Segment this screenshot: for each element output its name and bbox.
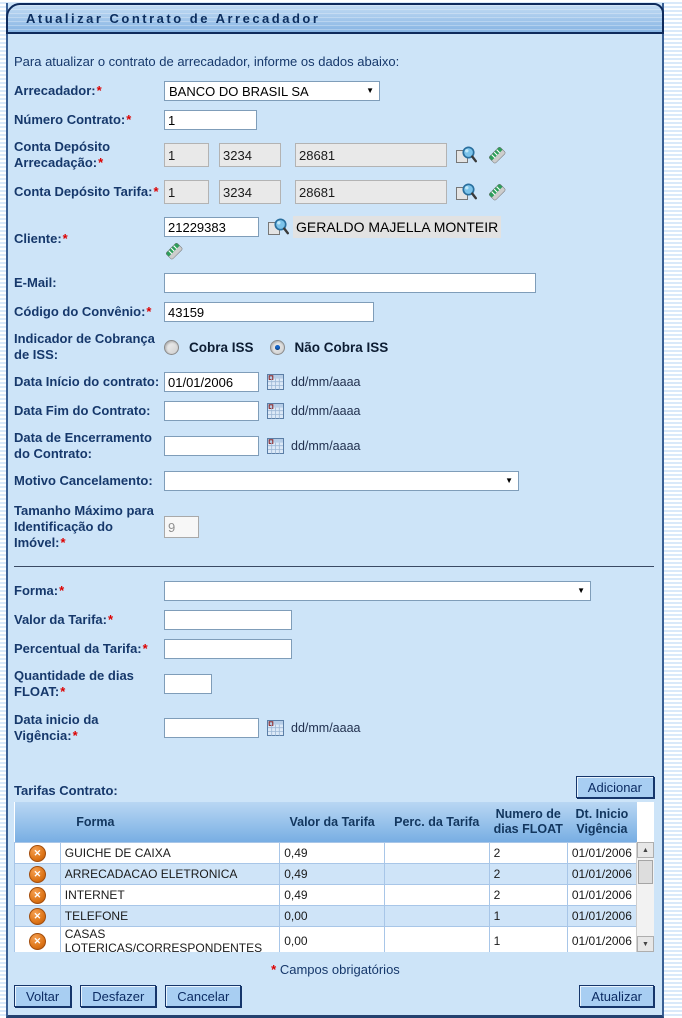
data-vigencia-label: Data inicio da Vigência:* (14, 712, 99, 743)
radio-nao-cobra-iss[interactable] (270, 340, 285, 355)
page-title: Atualizar Contrato de Arrecadador (26, 11, 321, 26)
calendar-icon[interactable] (267, 403, 284, 419)
eraser-icon[interactable] (164, 241, 184, 261)
col-inicio: Dt. Inicio Vigência (567, 802, 636, 843)
cell-dias: 2 (489, 864, 567, 885)
cell-valor: 0,49 (280, 864, 385, 885)
cell-perc (384, 885, 489, 906)
conta-arrecadacao-banco-input (164, 143, 209, 167)
cancelar-button[interactable]: Cancelar (165, 985, 241, 1007)
calendar-icon[interactable] (267, 720, 284, 736)
email-input[interactable] (164, 273, 536, 293)
forma-select[interactable] (164, 581, 591, 601)
cell-valor: 0,00 (280, 906, 385, 927)
valor-tarifa-label: Valor da Tarifa:* (14, 612, 114, 627)
calendar-icon[interactable] (267, 438, 284, 454)
table-row (15, 843, 637, 864)
row-percentual-tarifa (14, 639, 662, 659)
required-asterisk: * (142, 641, 148, 656)
required-note (8, 962, 662, 977)
cell-forma: GUICHE DE CAIXA (60, 843, 280, 864)
row-codigo-convenio (14, 302, 662, 322)
required-note-text: Campos obrigatórios (279, 962, 400, 977)
cliente-label: Cliente:* (14, 230, 68, 246)
voltar-button[interactable]: Voltar (14, 985, 71, 1007)
cell-dias: 1 (489, 927, 567, 953)
conta-arrecadacao-numero-input (295, 143, 447, 167)
table-row (15, 885, 637, 906)
conta-tarifa-agencia-input (219, 180, 281, 204)
row-data-vigencia (14, 712, 662, 744)
data-inicio-contrato-input[interactable] (164, 372, 259, 392)
table-row (15, 864, 637, 885)
date-format-hint: dd/mm/aaaa (291, 721, 361, 735)
required-asterisk: * (72, 728, 78, 743)
row-valor-tarifa (14, 610, 662, 630)
row-numero-contrato (14, 110, 662, 130)
dias-float-label: Quantidade de dias FLOAT:* (14, 668, 134, 699)
conta-arrecadacao-agencia-input (219, 143, 281, 167)
chevron-down-icon: ▼ (505, 475, 513, 485)
cell-valor: 0,49 (280, 843, 385, 864)
codigo-convenio-input[interactable] (164, 302, 374, 322)
data-fim-contrato-label: Data Fim do Contrato: (14, 403, 151, 418)
required-asterisk: * (62, 230, 68, 246)
delete-icon[interactable]: ✕ (29, 845, 46, 862)
row-email (14, 273, 662, 293)
eraser-icon[interactable] (487, 145, 507, 165)
conta-tarifa-banco-input (164, 180, 209, 204)
arrecadador-select[interactable] (164, 81, 380, 101)
cell-inicio: 01/01/2006 (567, 927, 636, 953)
row-conta-arrecadacao (14, 139, 662, 171)
radio-nao-cobra-iss-label: Não Cobra ISS (294, 339, 389, 355)
tamanho-maximo-input (164, 516, 199, 538)
cell-perc (384, 864, 489, 885)
date-format-hint: dd/mm/aaaa (291, 375, 361, 389)
table-row (15, 906, 637, 927)
data-inicio-contrato-label: Data Início do contrato: (14, 374, 160, 389)
cell-forma: ARRECADACAO ELETRONICA (60, 864, 280, 885)
tamanho-maximo-label: Tamanho Máximo para Identificação do Imóvel:* (14, 503, 154, 550)
row-data-inicio-contrato (14, 372, 662, 392)
cell-forma: CASAS LOTERICAS/CORRESPONDENTES (60, 927, 280, 953)
date-format-hint: dd/mm/aaaa (291, 404, 361, 418)
tarifas-table-wrap (14, 802, 654, 952)
col-forma: Forma (60, 802, 280, 843)
atualizar-button[interactable]: Atualizar (579, 985, 654, 1007)
cell-valor: 0,00 (280, 927, 385, 953)
row-indicador-iss (14, 331, 662, 363)
cell-perc (384, 843, 489, 864)
required-asterisk: * (153, 184, 159, 199)
row-dias-float (14, 668, 662, 700)
table-header-row (15, 802, 637, 843)
required-asterisk: * (126, 112, 132, 127)
section-divider (14, 566, 654, 567)
row-data-encerramento (14, 430, 662, 462)
numero-contrato-input[interactable] (164, 110, 257, 130)
dias-float-input[interactable] (164, 674, 212, 694)
cell-inicio: 01/01/2006 (567, 885, 636, 906)
required-asterisk: * (271, 962, 277, 977)
email-label: E-Mail: (14, 275, 57, 290)
cell-inicio: 01/01/2006 (567, 906, 636, 927)
conta-arrecadacao-label: Conta Depósito Arrecadação:* (14, 139, 111, 170)
eraser-icon[interactable] (487, 182, 507, 202)
cell-inicio: 01/01/2006 (567, 843, 636, 864)
search-icon[interactable] (267, 217, 289, 237)
required-asterisk: * (107, 612, 114, 627)
cliente-codigo-input[interactable] (164, 217, 259, 237)
arrecadador-label: Arrecadador:* (14, 83, 102, 98)
desfazer-button[interactable]: Desfazer (80, 985, 156, 1007)
search-icon[interactable] (455, 182, 477, 202)
date-format-hint: dd/mm/aaaa (291, 439, 361, 453)
cell-perc (384, 906, 489, 927)
required-asterisk: * (60, 684, 66, 699)
conta-tarifa-numero-input (295, 180, 447, 204)
conta-tarifa-label: Conta Depósito Tarifa:* (14, 184, 159, 199)
cell-forma: TELEFONE (60, 906, 280, 927)
cell-inicio: 01/01/2006 (567, 864, 636, 885)
col-dias: Numero de dias FLOAT (489, 802, 567, 843)
motivo-cancelamento-label: Motivo Cancelamento: (14, 473, 153, 488)
motivo-cancelamento-select[interactable] (164, 471, 519, 491)
row-cliente (14, 216, 662, 261)
required-asterisk: * (96, 83, 102, 98)
data-fim-contrato-input[interactable] (164, 401, 259, 421)
main-panel (6, 3, 664, 1018)
percentual-tarifa-label: Percentual da Tarifa:* (14, 641, 148, 656)
cell-valor: 0,49 (280, 885, 385, 906)
col-valor: Valor da Tarifa (280, 802, 385, 843)
action-buttons (14, 985, 654, 1007)
valor-tarifa-input[interactable] (164, 610, 292, 630)
row-data-fim-contrato (14, 401, 662, 421)
forma-label: Forma:* (14, 583, 65, 598)
row-forma (14, 581, 662, 601)
required-asterisk: * (59, 583, 65, 598)
numero-contrato-label: Número Contrato:* (14, 112, 132, 127)
table-row (15, 927, 637, 953)
row-motivo-cancelamento (14, 471, 662, 491)
search-icon[interactable] (455, 145, 477, 165)
arrecadador-select-value: BANCO DO BRASIL SA (169, 83, 309, 99)
row-conta-tarifa (14, 180, 662, 204)
intro-text: Para atualizar o contrato de arrecadador, informe os dados abaixo: (14, 54, 400, 69)
row-arrecadador (14, 81, 662, 101)
chevron-down-icon: ▼ (366, 85, 374, 95)
cell-dias: 2 (489, 843, 567, 864)
radio-cobra-iss[interactable] (164, 340, 179, 355)
scroll-up-button[interactable]: ▲ (637, 842, 654, 858)
col-delete (15, 802, 61, 843)
percentual-tarifa-input[interactable] (164, 639, 292, 659)
tarifas-table (14, 802, 637, 952)
col-perc: Perc. da Tarifa (384, 802, 489, 843)
row-tamanho-maximo (14, 503, 662, 551)
required-asterisk: * (146, 304, 152, 319)
cell-perc (384, 927, 489, 953)
codigo-convenio-label: Código do Convênio:* (14, 304, 152, 319)
delete-icon[interactable]: ✕ (29, 933, 46, 950)
cell-dias: 2 (489, 885, 567, 906)
delete-icon[interactable]: ✕ (29, 887, 46, 904)
delete-icon[interactable]: ✕ (29, 908, 46, 925)
calendar-icon[interactable] (267, 374, 284, 390)
radio-cobra-iss-label: Cobra ISS (189, 339, 254, 355)
delete-icon[interactable]: ✕ (29, 866, 46, 883)
scroll-down-button[interactable]: ▼ (637, 936, 654, 952)
tarifas-section-label: Tarifas Contrato: (14, 783, 118, 798)
required-asterisk: * (98, 155, 104, 170)
cell-forma: INTERNET (60, 885, 280, 906)
chevron-down-icon: ▼ (577, 585, 585, 595)
indicador-iss-label: Indicador de Cobrança de ISS: (14, 331, 155, 362)
data-encerramento-input[interactable] (164, 436, 259, 456)
table-scrollbar[interactable] (636, 842, 654, 952)
required-asterisk: * (60, 535, 66, 550)
cliente-nome-field: GERALDO MAJELLA MONTEIR (293, 216, 501, 238)
cell-dias: 1 (489, 906, 567, 927)
adicionar-button[interactable]: Adicionar (576, 776, 654, 798)
page-title-bar (6, 3, 664, 34)
data-vigencia-input[interactable] (164, 718, 259, 738)
tarifas-section-header (14, 776, 654, 798)
data-encerramento-label: Data de Encerramento do Contrato: (14, 430, 152, 461)
scroll-thumb[interactable] (638, 860, 653, 884)
